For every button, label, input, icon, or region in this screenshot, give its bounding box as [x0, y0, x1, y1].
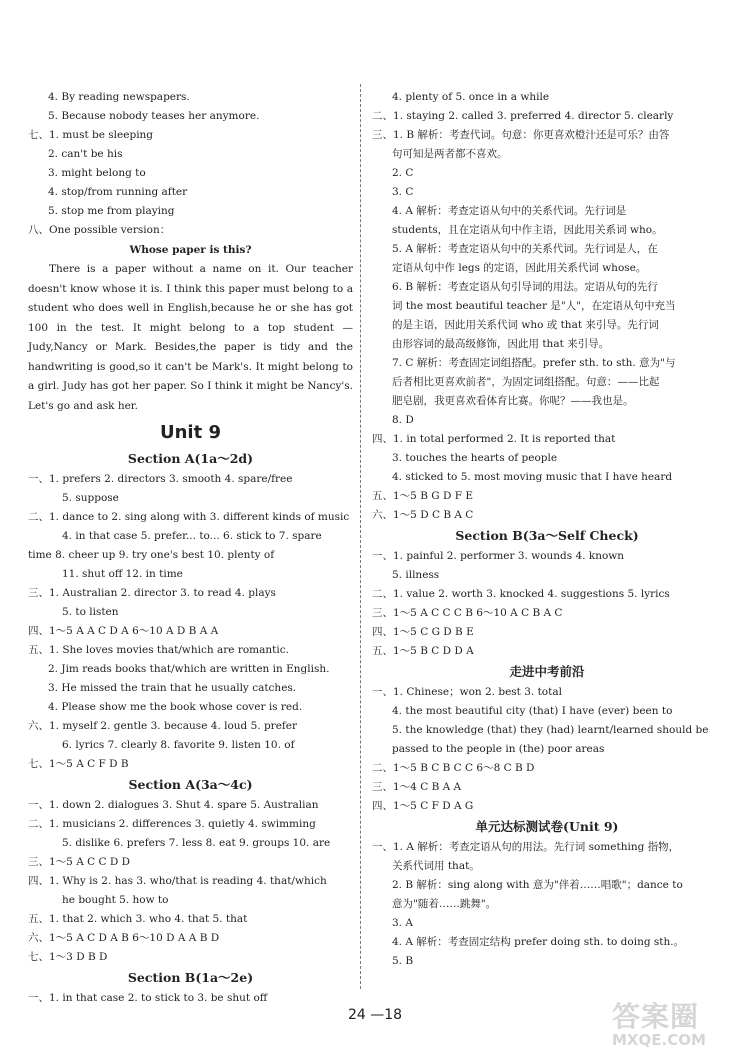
answer-line: 四、1～5 A A C D A 6～10 A D B A A [28, 625, 219, 637]
answer-line: 6. B 解析：考查定语从句引导词的用法。定语从句的先行 [392, 281, 658, 293]
answer-line: time 8. cheer up 9. try one's best 10. plenty of [28, 549, 275, 561]
unit-test-answers [372, 838, 722, 971]
section-7-answers [28, 126, 353, 221]
answer-line: 5. to listen [62, 606, 119, 618]
section-a-3a-4c-title: Section A(3a～4c) [128, 777, 253, 792]
answer-line: 四、1～5 C G D B E [372, 626, 474, 638]
answer-line: 3. C [392, 186, 414, 198]
answer-line: 4. A 解析：考查定语从句中的关系代词。先行词是 [392, 205, 627, 217]
answer-line: 一、1. down 2. dialogues 3. Shut 4. spare 5. Australian [28, 799, 319, 811]
section-b-1a-2e-title: Section B(1a～2e) [127, 970, 254, 985]
answer-line: 二、1. staying 2. called 3. preferred 4. director 5. clearly [372, 110, 674, 122]
right-column [372, 88, 722, 971]
section-a-1a-2d-title: Section A(1a～2d) [127, 451, 254, 466]
answer-line: 5. suppose [62, 492, 119, 504]
answer-line: passed to the people in (the) poor areas [392, 743, 605, 755]
answer-line: 词 the most beautiful teacher 是"人"，在定语从句中充当 [392, 300, 676, 312]
answer-line: 4. By reading newspapers. [48, 91, 190, 103]
answer-line: 的是主语，因此用关系代词 who 或 that 来引导。先行词 [392, 319, 659, 331]
answer-line: 四、1. in total performed 2. It is reported that [372, 433, 616, 445]
essay-title: Whose paper is this? [129, 244, 252, 256]
answer-line: 2. Jim reads books that/which are written in English. [48, 663, 330, 675]
answer-line: 4. stop/from running after [48, 186, 188, 198]
answer-line: 3. A [392, 917, 413, 929]
answer-line: 句可知是两者都不喜欢。 [392, 148, 508, 160]
column-divider [360, 84, 361, 989]
answer-line: 3. He missed the train that he usually catches. [48, 682, 297, 694]
answer-line: 2. C [392, 167, 414, 179]
answer-line: 4. A 解析：考查固定结构 prefer doing sth. to doing sth.。 [392, 936, 685, 948]
answer-line: 六、1～5 D C B A C [372, 509, 474, 521]
answer-line: 七、1. must be sleeping [28, 129, 154, 141]
answer-line: 六、1～5 A C D A B 6～10 D A A B D [28, 932, 220, 944]
section-a-1a-2d-answers [28, 470, 353, 774]
right-top-answers [372, 88, 722, 525]
unit-title: Unit 9 [160, 422, 221, 443]
answer-line: 五、1～5 B G D F E [372, 490, 474, 502]
answer-line: 五、1. She loves movies that/which are romantic. [28, 644, 289, 656]
answer-line: 一、1. painful 2. performer 3. wounds 4. known [372, 550, 625, 562]
answer-line: 3. might belong to [48, 167, 146, 179]
answer-line: 七、1～3 D B D [28, 951, 108, 963]
section-b-3a-self-check-title: Section B(3a～Self Check) [455, 528, 639, 543]
section-b-3a-self-check-answers [372, 547, 722, 661]
answer-line: 一、1. in that case 2. to stick to 3. be shut off [28, 992, 268, 1004]
answer-line: 七、1～5 A C F D B [28, 758, 129, 770]
answer-line: 关系代词用 that。 [392, 860, 480, 872]
answer-line: 二、1. value 2. worth 3. knocked 4. suggestions 5. lyrics [372, 588, 670, 600]
answer-line: 5. A 解析：考查定语从句中的关系代词。先行词是人，在 [392, 243, 658, 255]
answer-line: 后者相比更喜欢前者"，为固定词组搭配。句意：——比起 [392, 376, 660, 388]
answer-line: 肥皂剧，我更喜欢看体育比赛。你呢？——我也是。 [392, 395, 634, 407]
answer-line: 五、1. that 2. which 3. who 4. that 5. that [28, 913, 248, 925]
answer-line: 四、1～5 C F D A G [372, 800, 474, 812]
answer-line: 五、1～5 B C D D A [372, 645, 474, 657]
answer-line: 三、1. Australian 2. director 3. to read 4. plays [28, 587, 276, 599]
unit-test-title: 单元达标测试卷(Unit 9) [475, 819, 619, 834]
answer-line: 5. stop me from playing [48, 205, 175, 217]
essay-text: There is a paper without a name on it. Our teacher doesn't know whose it is. I think this paper must belong to a student who does well in English,because he or she has got 100 in the test. It might belong to a top student —Judy,Nancy or Mark. Besides,the paper is tidy and the handwriting is good,so it can't be Mark's. It might belong to a girl. Judy has got her paper. So I think it might be Nancy's. Let's go and ask her. [28, 263, 353, 412]
zhongkao-frontier-answers [372, 683, 722, 816]
answer-line: 5. illness [392, 569, 440, 581]
page-number: 24 —18 [347, 1007, 403, 1023]
answer-line: 二、1. dance to 2. sing along with 3. different kinds of music [28, 511, 350, 523]
answer-line: 4. sticked to 5. most moving music that I have heard [392, 471, 673, 483]
answer-line: 由形容词的最高级修饰，因此用 that 来引导。 [392, 338, 610, 350]
answer-line: 7. C 解析：考查固定词组搭配。prefer sth. to sth. 意为"与 [392, 357, 676, 369]
answer-line: 11. shut off 12. in time [62, 568, 183, 580]
answer-line: 4. in that case 5. prefer... to... 6. stick to 7. spare [62, 530, 322, 542]
answer-line: 4. the most beautiful city (that) I have (ever) been to [392, 705, 673, 717]
left-column [28, 88, 353, 1008]
answer-line: 4. Please show me the book whose cover is red. [48, 701, 303, 713]
answer-line: 二、1. musicians 2. differences 3. quietly 4. swimming [28, 818, 316, 830]
answer-line: 5. Because nobody teases her anymore. [48, 110, 260, 122]
answer-line: 二、1～5 B C B C C 6～8 C B D [372, 762, 535, 774]
zhongkao-frontier-title: 走进中考前沿 [509, 664, 585, 679]
section-8-header: 八、One possible version： [28, 224, 171, 236]
watermark-logo-text: 答案圈 [612, 1000, 700, 1033]
answer-line: he bought 5. how to [62, 894, 169, 906]
answer-line: 三、1～4 C B A A [372, 781, 462, 793]
answer-line: 三、1～5 A C C C B 6～10 A C B A C [372, 607, 563, 619]
answer-line: 5. dislike 6. prefers 7. less 8. eat 9. groups 10. are [62, 837, 331, 849]
answer-line: 6. lyrics 7. clearly 8. favorite 9. listen 10. of [62, 739, 295, 751]
answer-line: 四、1. Why is 2. has 3. who/that is reading 4. that/which [28, 875, 327, 887]
answer-line: 5. the knowledge (that) they (had) learnt/learned should be [392, 724, 709, 736]
left-top-answers [28, 88, 353, 126]
watermark-url: MXQE.COM [612, 1031, 706, 1049]
answer-line: students，且在定语从句中作主语，因此用关系词 who。 [392, 224, 663, 236]
answer-line: 意为"随着……跳舞"。 [392, 898, 497, 910]
answer-line: 8. D [392, 414, 414, 426]
answer-line: 一、1. A 解析：考查定语从句的用法。先行词 something 指物， [372, 841, 680, 853]
answer-line: 5. B [392, 955, 414, 967]
section-b-1a-2e-answers [28, 989, 353, 1008]
answer-line: 一、1. Chinese；won 2. best 3. total [372, 686, 562, 698]
answer-line: 3. touches the hearts of people [392, 452, 558, 464]
watermark-logo [612, 995, 738, 1049]
answer-line: 六、1. myself 2. gentle 3. because 4. loud 5. prefer [28, 720, 298, 732]
answer-line: 4. plenty of 5. once in a while [392, 91, 550, 103]
answer-line: 定语从句中作 legs 的定语，因此用关系代词 whose。 [392, 262, 647, 274]
answer-line: 2. can't be his [48, 148, 123, 160]
section-a-3a-4c-answers [28, 796, 353, 967]
answer-line: 一、1. prefers 2. directors 3. smooth 4. spare/free [28, 473, 293, 485]
answer-line: 三、1. B 解析：考查代词。句意：你更喜欢橙汁还是可乐？由答 [372, 129, 670, 141]
answer-line: 三、1～5 A C C D D [28, 856, 131, 868]
answer-line: 2. B 解析：sing along with 意为"伴着……唱歌"；dance to [392, 879, 683, 891]
